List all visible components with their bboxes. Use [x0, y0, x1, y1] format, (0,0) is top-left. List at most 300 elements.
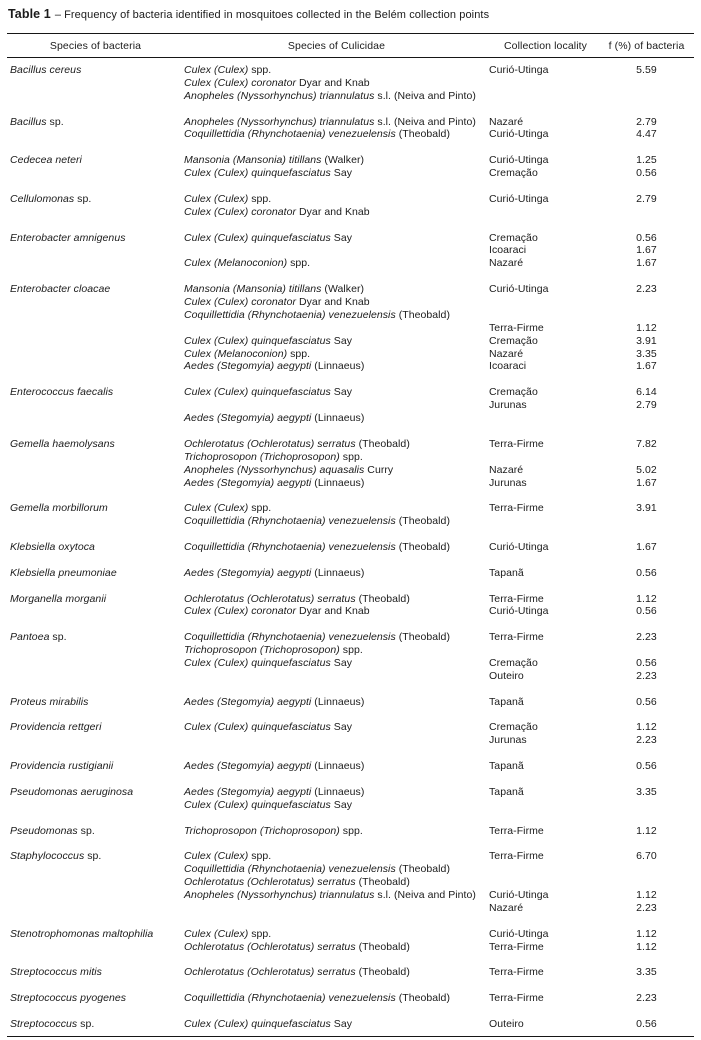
culicidae-author-roman: Say	[330, 334, 353, 347]
frequency-cell: 2.23	[636, 901, 657, 914]
collection-locality-cell	[489, 799, 602, 812]
culicidae-name-italic: Aedes (Stegomyia) aegypti	[184, 785, 312, 798]
culicidae-species-cell	[184, 657, 489, 670]
culicidae-author-roman: Curry	[364, 463, 394, 476]
bacteria-name-roman: sp.	[77, 824, 95, 837]
bacteria-name-italic: Pantoea	[10, 631, 50, 644]
culicidae-name-italic: Coquillettidia (Rhynchotaenia) venezuelensis	[184, 863, 396, 876]
collection-locality-cell: Cremação	[489, 386, 538, 399]
culicidae-name-italic: Culex (Culex) quinquefasciatus	[184, 167, 331, 180]
bacteria-name-italic: Streptococcus	[10, 1017, 78, 1030]
table-row	[7, 90, 694, 103]
bacteria-name-italic: Bacillus cereus	[10, 64, 82, 76]
bacteria-species-cell	[7, 116, 184, 129]
culicidae-species-cell	[184, 696, 489, 709]
culicidae-name-italic: Anopheles (Nyssorhynchus) triannulatus	[184, 889, 375, 901]
frequency-cell: 1.12	[636, 592, 657, 605]
table-row	[7, 966, 694, 979]
table-row-group	[7, 696, 694, 709]
frequency-cell: 7.82	[636, 437, 657, 450]
bacteria-species-cell	[7, 477, 184, 490]
frequency-cell	[602, 412, 691, 425]
table-row-group	[7, 992, 694, 1005]
culicidae-author-roman: Say	[330, 721, 353, 734]
bacteria-species-cell	[7, 154, 184, 167]
culicidae-author-roman: spp.	[248, 192, 272, 205]
bacteria-name-italic: Stenotrophomonas maltophilia	[10, 927, 154, 940]
frequency-cell	[602, 296, 691, 309]
table-row-group	[7, 283, 694, 373]
culicidae-author-roman: spp.	[248, 64, 272, 76]
bacteria-name-italic: Cedecea neteri	[10, 154, 82, 167]
culicidae-name-italic: Anopheles (Nyssorhynchus) triannulatus	[184, 115, 375, 128]
culicidae-author-roman: (Linnaeus)	[311, 785, 365, 798]
bacteria-name-italic: Providencia rettgeri	[10, 721, 102, 734]
bacteria-name-italic: Streptococcus mitis	[10, 966, 102, 979]
culicidae-author-roman: (Theobald)	[355, 437, 410, 450]
table-row	[7, 77, 694, 90]
collection-locality-cell: Cremação	[489, 721, 538, 734]
culicidae-species-cell	[184, 232, 489, 245]
collection-locality-cell: Curió-Utinga	[489, 154, 549, 167]
bacteria-species-cell	[7, 721, 184, 734]
bacteria-species-cell	[7, 992, 184, 1005]
culicidae-name-italic: Trichoprosopon (Trichoprosopon)	[184, 644, 340, 657]
frequency-cell: 1.12	[636, 824, 657, 837]
culicidae-name-italic: Culex (Culex) quinquefasciatus	[184, 656, 331, 669]
collection-locality-cell: Terra-Firme	[489, 824, 544, 837]
collection-locality-cell: Icoaraci	[489, 244, 527, 257]
culicidae-species-cell	[184, 721, 489, 734]
frequency-cell: 2.23	[636, 992, 657, 1005]
culicidae-species-cell	[184, 515, 489, 528]
bacteria-species-cell	[7, 941, 184, 954]
culicidae-name-italic: Aedes (Stegomyia) aegypti	[184, 476, 312, 489]
culicidae-author-roman: Dyar and Knab	[296, 296, 370, 309]
collection-locality-cell: Terra-Firme	[489, 437, 544, 450]
column-header-collection-locality: Collection locality	[503, 39, 588, 52]
bacteria-species-cell	[7, 360, 184, 373]
bacteria-species-cell	[7, 605, 184, 618]
frequency-cell: 1.67	[636, 257, 657, 270]
culicidae-name-italic: Culex (Culex)	[184, 502, 249, 515]
bacteria-species-cell	[7, 644, 184, 657]
frequency-cell: 6.70	[636, 850, 657, 863]
table-row	[7, 515, 694, 528]
table-row	[7, 399, 694, 412]
frequency-cell	[602, 206, 691, 219]
bacteria-species-cell	[7, 515, 184, 528]
table-bottom-rule	[7, 1036, 694, 1037]
culicidae-species-cell	[184, 244, 489, 257]
bacteria-species-cell	[7, 335, 184, 348]
bacteria-species-cell	[7, 399, 184, 412]
culicidae-species-cell	[184, 605, 489, 618]
collection-locality-cell: Curió-Utinga	[489, 192, 549, 205]
culicidae-author-roman: spp.	[248, 927, 272, 940]
bacteria-species-cell	[7, 567, 184, 580]
culicidae-species-cell	[184, 799, 489, 812]
frequency-cell	[602, 515, 691, 528]
table-row-group	[7, 438, 694, 490]
culicidae-author-roman: (Theobald)	[355, 592, 410, 605]
collection-locality-cell: Cremação	[489, 656, 538, 669]
culicidae-author-roman: s.l. (Neiva and Pinto)	[374, 889, 476, 901]
frequency-cell: 3.91	[636, 502, 657, 515]
frequency-cell: 1.12	[636, 940, 657, 953]
culicidae-species-cell	[184, 902, 489, 915]
culicidae-name-italic: Coquillettidia (Rhynchotaenia) venezuelensis	[184, 992, 396, 1005]
bacteria-species-cell	[7, 167, 184, 180]
culicidae-name-italic: Ochlerotatus (Ochlerotatus) serratus	[184, 940, 356, 953]
frequency-cell: 2.79	[636, 115, 657, 128]
frequency-cell: 6.14	[636, 386, 657, 399]
bacteria-species-cell	[7, 232, 184, 245]
culicidae-author-roman: (Linnaeus)	[311, 412, 365, 425]
frequency-cell: 2.23	[636, 669, 657, 682]
frequency-cell: 0.56	[636, 231, 657, 244]
table-row	[7, 348, 694, 361]
bacteria-species-cell	[7, 760, 184, 773]
bacteria-species-cell	[7, 77, 184, 90]
bacteria-species-cell	[7, 128, 184, 141]
culicidae-author-roman: Say	[330, 231, 353, 244]
table-row	[7, 309, 694, 322]
frequency-cell: 1.67	[636, 360, 657, 373]
table-row	[7, 786, 694, 799]
culicidae-author-roman: Say	[330, 1017, 353, 1030]
table-row	[7, 296, 694, 309]
table-row-group	[7, 760, 694, 773]
frequency-cell: 2.23	[636, 283, 657, 296]
culicidae-species-cell	[184, 876, 489, 889]
culicidae-species-cell	[184, 889, 489, 902]
culicidae-name-italic: Culex (Culex) quinquefasciatus	[184, 231, 331, 244]
frequency-cell: 3.35	[636, 966, 657, 979]
culicidae-name-italic: Culex (Culex)	[184, 64, 249, 76]
table-row-group	[7, 631, 694, 683]
frequency-cell: 1.67	[636, 244, 657, 257]
culicidae-author-roman: spp.	[287, 347, 311, 360]
culicidae-name-italic: Culex (Culex) quinquefasciatus	[184, 1017, 331, 1030]
bacteria-species-cell	[7, 193, 184, 206]
collection-locality-cell: Terra-Firme	[489, 321, 544, 334]
culicidae-species-cell	[184, 257, 489, 270]
culicidae-author-roman: (Theobald)	[395, 863, 450, 876]
culicidae-name-italic: Coquillettidia (Rhynchotaenia) venezuelensis	[184, 128, 396, 141]
collection-locality-cell: Curió-Utinga	[489, 283, 549, 296]
bacteria-species-cell	[7, 502, 184, 515]
table-row	[7, 167, 694, 180]
bacteria-name-italic: Gemella haemolysans	[10, 437, 115, 450]
culicidae-name-italic: Coquillettidia (Rhynchotaenia) venezuelensis	[184, 540, 396, 553]
culicidae-species-cell	[184, 541, 489, 554]
culicidae-species-cell	[184, 154, 489, 167]
table-row	[7, 799, 694, 812]
bacteria-name-italic: Morganella morganii	[10, 592, 107, 605]
table-row	[7, 631, 694, 644]
frequency-cell: 4.47	[636, 128, 657, 141]
culicidae-name-italic: Anopheles (Nyssorhynchus) triannulatus	[184, 89, 375, 102]
table-row	[7, 657, 694, 670]
culicidae-author-roman: (Linnaeus)	[311, 566, 365, 579]
bacteria-species-cell	[7, 309, 184, 322]
bacteria-species-cell	[7, 438, 184, 451]
culicidae-author-roman: (Linnaeus)	[311, 695, 365, 708]
bacteria-species-cell	[7, 786, 184, 799]
collection-locality-cell: Terra-Firme	[489, 966, 544, 979]
culicidae-name-italic: Aedes (Stegomyia) aegypti	[184, 760, 312, 773]
bacteria-name-italic: Pseudomonas	[10, 824, 78, 837]
frequency-cell: 0.56	[636, 695, 657, 708]
bacteria-name-italic: Proteus mirabilis	[10, 695, 89, 708]
bacteria-species-cell	[7, 593, 184, 606]
culicidae-species-cell	[184, 438, 489, 451]
collection-locality-cell: Tapanã	[489, 566, 524, 579]
culicidae-name-italic: Culex (Culex)	[184, 850, 249, 863]
bacteria-species-cell	[7, 1018, 184, 1031]
culicidae-species-cell	[184, 734, 489, 747]
bacteria-name-italic: Pseudomonas aeruginosa	[10, 785, 134, 798]
table-row-group	[7, 928, 694, 954]
frequency-cell: 5.02	[636, 463, 657, 476]
collection-locality-cell: Curió-Utinga	[489, 605, 549, 618]
bacteria-name-italic: Enterococcus faecalis	[10, 386, 114, 399]
bacteria-name-italic: Staphylococcus	[10, 850, 85, 863]
culicidae-name-italic: Ochlerotatus (Ochlerotatus) serratus	[184, 592, 356, 605]
bacteria-species-cell	[7, 863, 184, 876]
table-row	[7, 257, 694, 270]
culicidae-author-roman: (Theobald)	[395, 515, 450, 528]
table-row	[7, 232, 694, 245]
frequency-cell: 1.67	[636, 476, 657, 489]
collection-locality-cell: Nazaré	[489, 347, 524, 360]
table-row	[7, 889, 694, 902]
culicidae-species-cell	[184, 167, 489, 180]
caption-separator: –	[54, 9, 62, 21]
bacteria-name-roman: sp.	[74, 192, 92, 205]
table-row	[7, 206, 694, 219]
collection-locality-cell: Terra-Firme	[489, 992, 544, 1005]
table-row-group	[7, 721, 694, 747]
bacteria-name-italic: Klebsiella oxytoca	[10, 540, 95, 553]
culicidae-name-italic: Trichoprosopon (Trichoprosopon)	[184, 450, 340, 463]
culicidae-author-roman: spp.	[339, 824, 363, 837]
culicidae-author-roman: (Theobald)	[395, 540, 450, 553]
frequency-cell: 2.79	[636, 192, 657, 205]
bacteria-species-cell	[7, 464, 184, 477]
culicidae-author-roman: s.l. (Neiva and Pinto)	[374, 89, 476, 102]
frequency-cell	[602, 451, 691, 464]
bacteria-species-cell	[7, 928, 184, 941]
culicidae-species-cell	[184, 322, 489, 335]
culicidae-author-roman: (Linnaeus)	[311, 476, 365, 489]
culicidae-name-italic: Aedes (Stegomyia) aegypti	[184, 695, 312, 708]
table-row	[7, 760, 694, 773]
culicidae-name-italic: Aedes (Stegomyia) aegypti	[184, 566, 312, 579]
table-row	[7, 128, 694, 141]
table-row	[7, 438, 694, 451]
table-row	[7, 477, 694, 490]
table-row-group	[7, 232, 694, 271]
table-row	[7, 541, 694, 554]
culicidae-name-italic: Coquillettidia (Rhynchotaenia) venezuelensis	[184, 515, 396, 528]
collection-locality-cell	[489, 863, 602, 876]
culicidae-name-italic: Culex (Melanoconion)	[184, 257, 288, 270]
culicidae-name-italic: Culex (Melanoconion)	[184, 347, 288, 360]
culicidae-species-cell	[184, 464, 489, 477]
table-row-group	[7, 1018, 694, 1031]
bacteria-species-cell	[7, 670, 184, 683]
bacteria-species-cell	[7, 825, 184, 838]
collection-locality-cell: Tapanã	[489, 760, 524, 773]
collection-locality-cell: Curió-Utinga	[489, 889, 549, 901]
table-row	[7, 154, 694, 167]
collection-locality-cell: Curió-Utinga	[489, 64, 549, 76]
collection-locality-cell: Terra-Firme	[489, 502, 544, 515]
table-row-group	[7, 593, 694, 619]
collection-locality-cell: Nazaré	[489, 463, 524, 476]
collection-locality-cell: Nazaré	[489, 257, 524, 270]
collection-locality-cell	[489, 309, 602, 322]
culicidae-author-roman: Say	[330, 656, 353, 669]
culicidae-name-italic: Ochlerotatus (Ochlerotatus) serratus	[184, 437, 356, 450]
frequency-cell: 2.23	[636, 734, 657, 747]
table-row	[7, 992, 694, 1005]
culicidae-species-cell	[184, 412, 489, 425]
table-row-group	[7, 786, 694, 812]
culicidae-name-italic: Coquillettidia (Rhynchotaenia) venezuelensis	[184, 631, 396, 644]
culicidae-species-cell	[184, 283, 489, 296]
frequency-cell: 0.56	[636, 760, 657, 773]
culicidae-species-cell	[184, 941, 489, 954]
bacteria-species-cell	[7, 889, 184, 902]
culicidae-name-italic: Mansonia (Mansonia) titillans	[184, 154, 322, 167]
bacteria-species-cell	[7, 876, 184, 889]
bacteria-species-cell	[7, 850, 184, 863]
culicidae-author-roman: (Theobald)	[355, 966, 410, 979]
bacteria-name-roman: sp.	[46, 115, 64, 128]
culicidae-author-roman: (Theobald)	[395, 128, 450, 141]
culicidae-species-cell	[184, 386, 489, 399]
frequency-cell: 1.12	[636, 721, 657, 734]
frequency-cell	[602, 309, 691, 322]
table-row-group	[7, 850, 694, 914]
frequency-cell: 3.35	[636, 347, 657, 360]
table-row	[7, 850, 694, 863]
frequency-cell: 0.56	[636, 605, 657, 618]
bacteria-name-italic: Gemella morbillorum	[10, 502, 108, 515]
culicidae-name-italic: Anopheles (Nyssorhynchus) aquasalis	[184, 463, 365, 476]
frequency-cell: 5.59	[636, 64, 657, 76]
culicidae-species-cell	[184, 335, 489, 348]
collection-locality-cell: Nazaré	[489, 115, 524, 128]
collection-locality-cell	[489, 515, 602, 528]
collection-locality-cell: Terra-Firme	[489, 631, 544, 644]
frequency-cell: 2.23	[636, 631, 657, 644]
table-row	[7, 360, 694, 373]
table-row	[7, 193, 694, 206]
collection-locality-cell: Tapanã	[489, 785, 524, 798]
bacteria-species-cell	[7, 412, 184, 425]
culicidae-name-italic: Culex (Culex) coronator	[184, 605, 297, 618]
collection-locality-cell	[489, 206, 602, 219]
collection-locality-cell: Cremação	[489, 167, 538, 180]
bacteria-name-italic: Providencia rustigianii	[10, 760, 114, 773]
bacteria-species-cell	[7, 90, 184, 103]
collection-locality-cell: Curió-Utinga	[489, 128, 549, 141]
table-row	[7, 863, 694, 876]
culicidae-author-roman: spp.	[339, 644, 363, 657]
culicidae-name-italic: Culex (Culex) quinquefasciatus	[184, 798, 331, 811]
table-row	[7, 928, 694, 941]
culicidae-author-roman: (Linnaeus)	[311, 360, 365, 373]
bacteria-species-cell	[7, 283, 184, 296]
table-row	[7, 386, 694, 399]
table-row-group	[7, 116, 694, 142]
culicidae-species-cell	[184, 296, 489, 309]
culicidae-species-cell	[184, 631, 489, 644]
culicidae-species-cell	[184, 451, 489, 464]
table-row	[7, 567, 694, 580]
table-row	[7, 605, 694, 618]
culicidae-name-italic: Culex (Culex) quinquefasciatus	[184, 721, 331, 734]
culicidae-species-cell	[184, 1018, 489, 1031]
bacteria-species-cell	[7, 902, 184, 915]
table-row	[7, 734, 694, 747]
culicidae-author-roman: Dyar and Knab	[296, 76, 370, 89]
culicidae-species-cell	[184, 360, 489, 373]
bacteria-species-cell	[7, 386, 184, 399]
table-header-row	[7, 34, 694, 57]
culicidae-species-cell	[184, 966, 489, 979]
table-row-group	[7, 502, 694, 528]
table-row	[7, 322, 694, 335]
collection-locality-cell: Jurunas	[489, 734, 527, 747]
culicidae-species-cell	[184, 399, 489, 412]
collection-locality-cell	[489, 90, 602, 103]
culicidae-author-roman: spp.	[248, 850, 272, 863]
culicidae-author-roman: (Theobald)	[395, 631, 450, 644]
culicidae-author-roman: spp.	[339, 450, 363, 463]
frequency-cell: 2.79	[636, 399, 657, 412]
culicidae-author-roman: spp.	[248, 502, 272, 515]
collection-locality-cell: Terra-Firme	[489, 592, 544, 605]
table-number-label: Table 1	[8, 7, 51, 21]
frequency-cell: 1.12	[636, 889, 657, 901]
collection-locality-cell: Jurunas	[489, 476, 527, 489]
collection-locality-cell	[489, 296, 602, 309]
culicidae-name-italic: Ochlerotatus (Ochlerotatus) serratus	[184, 966, 356, 979]
frequency-cell	[602, 90, 691, 103]
bacteria-name-roman: sp.	[77, 1017, 95, 1030]
frequency-cell	[602, 863, 691, 876]
culicidae-species-cell	[184, 77, 489, 90]
collection-locality-cell: Jurunas	[489, 399, 527, 412]
caption-text: Frequency of bacteria identified in mosquitoes collected in the Belém collection points	[64, 9, 490, 21]
culicidae-name-italic: Trichoprosopon (Trichoprosopon)	[184, 824, 340, 837]
bacteria-species-cell	[7, 244, 184, 257]
table-body	[7, 58, 694, 1031]
bacteria-species-cell	[7, 451, 184, 464]
table-row	[7, 412, 694, 425]
culicidae-name-italic: Aedes (Stegomyia) aegypti	[184, 360, 312, 373]
table-row	[7, 244, 694, 257]
collection-locality-cell: Terra-Firme	[489, 940, 544, 953]
culicidae-species-cell	[184, 116, 489, 129]
culicidae-name-italic: Culex (Culex) coronator	[184, 205, 297, 218]
table-caption	[0, 0, 701, 23]
